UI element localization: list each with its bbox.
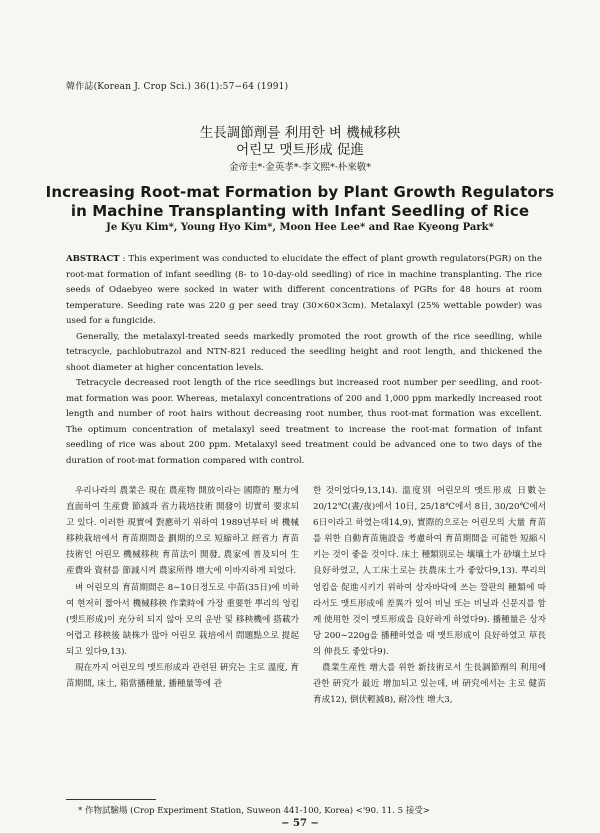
english-title-line1: Increasing Root-mat Formation by Plant Growth Regulators <box>45 183 555 201</box>
body-paragraph: 現在까지 어린모의 맷트形成과 관련된 硏究는 主로 溫度, 育苗期間, 床土, 箱當播種量, 播種量等에 관 <box>66 663 300 690</box>
abstract <box>66 252 542 469</box>
body-paragraph: 우리나라의 農業은 現在 農産物 開放이라는 國際的 壓力에 直面하여 生産費 節減과 省力栽培技術 開發이 切實히 要求되고 있다. 이러한 現實에 對應하기 위하여 1989년부터 벼 機械移秧栽培에서 育苗期間을 劃期的으로 短縮하고 經省力 育苗技術인 어린모 機械移秧 育苗法이 開發, 農家에 普及되어 生産費와 資材를 節減시켜 農家所得 增大에 이바지하게 되었다. <box>66 486 299 577</box>
english-title-line2: in Machine Transplanting with Infant Seedling of Rice <box>70 202 530 220</box>
abstract-paragraph-1 <box>66 252 542 330</box>
footnote-divider <box>66 799 156 800</box>
abstract-label: ABSTRACT <box>66 254 120 264</box>
korean-authors: 金帝圭*·金英孝*·李文熙*·朴來敬* <box>228 162 372 173</box>
abstract-paragraph-3: Tetracycle decreased root length of the rice seedlings but increased root number per seedling, and root-mat formation was poor. Whereas, metalaxyl concentrations of 200 and 1,000 ppm markedly increased root length and number of root hairs without decreasing root number, thus root-mat formation was excellent. The optimum concentration of metalaxyl seed treatment to increase the root-mat formation of infant seedling of rice was about 200 ppm. Metalaxyl seed treatment could be advanced one to two days of the duration of root-mat formation compared with control. <box>66 378 542 466</box>
journal-reference: 韓作誌(Korean J. Crop Sci.) 36(1):57−64 (1991) <box>66 82 289 92</box>
body-paragraph: 벼 어린모의 育苗期間은 8∼10日정도로 中苗(35日)에 비하여 현저히 짧아서 機械移秧 作業時에 가장 重要한 뿌리의 엉킴(맷트形成)이 充分히 되지 않아 모의 운반 및 移秧機에 搭載가 어렵고 移秧後 缺株가 많아 어린모 栽培에서 問題點으로 提起되고 있다9,13). <box>66 582 299 657</box>
abstract-text-1: : This experiment was conducted to elucidate the effect of plant growth regulators(PGR) on the root-mat formation of infant seedling (8- to 10-day-old seedling) of rice in machine transplanting. The rice seeds of Odaebyeo were socked in water with different concentrations of PGRs for 48 hours at room temperature. Seeding rate was 220 g per seed tray (30×60×3cm). Metalaxyl (25% wettable powder) was used for a fungicide. <box>66 254 543 326</box>
body-paragraph: 한 것이었다9,13,14). 溫度別 어린모의 맷트形成 日數는 20/12℃(晝/夜)에서 10日, 25/18℃에서 8日, 30/20℃에서 6日이라고 하였는데14,9), 實際的으로는 어린모의 大量 育苗를 위한 自動育苗施設을 考慮하여 育苗期間을 可能한 短縮시키는 것이 좋을 것이다. 床土 種類別로는 壤壤土가 砂壤土보다 良好하였고, 人工床土로는 扶農床土가 좋았다9,13). 뿌리의 엉킴을 促進시키기 위하여 상자바닥에 쓰는 깔판의 種類에 따라서도 맷트形成에 差異가 있어 비닐 또는 비닐과 신문지를 함께 使用한 것이 맷트形成을 良好하게 하였다9). 播種量은 상자당 200∼220g을 播種하였을 때 맷트形成이 良好하였고 草長의 伸長도 좋았다9). <box>313 486 546 657</box>
body-column-left <box>66 483 299 692</box>
abstract-paragraph-2: Generally, the metalaxyl-treated seeds markedly promoted the root growth of the rice seedling, while tetracycle, pachlobutrazol and NTN-821 reduced the seedling height and root length, and thickened the shoot diameter at higher concentation levels. <box>66 331 542 373</box>
footnote: * 作物試驗場 (Crop Experiment Station, Suweon 441-100, Korea) <'90. 11. 5 接受> <box>78 806 430 816</box>
body-column-right <box>313 483 546 708</box>
english-authors: Je Kyu Kim*, Young Hyo Kim*, Moon Hee Lee* and Rae Kyeong Park* <box>106 222 494 233</box>
korean-title-line2: 어린모 맷트形成 促進 <box>236 142 364 158</box>
body-paragraph: 農業生産性 增大를 위한 新技術로서 生長調節劑의 利用에 관한 硏究가 最近 增加되고 있는데, 벼 硏究에서는 主로 健苗育成12), 倒伏輕減8), 耐冷性 增大3, <box>313 663 546 706</box>
page-number: − 57 − <box>281 818 319 829</box>
korean-title-line1: 生長調節劑를 利用한 벼 機械移秧 <box>199 125 401 141</box>
